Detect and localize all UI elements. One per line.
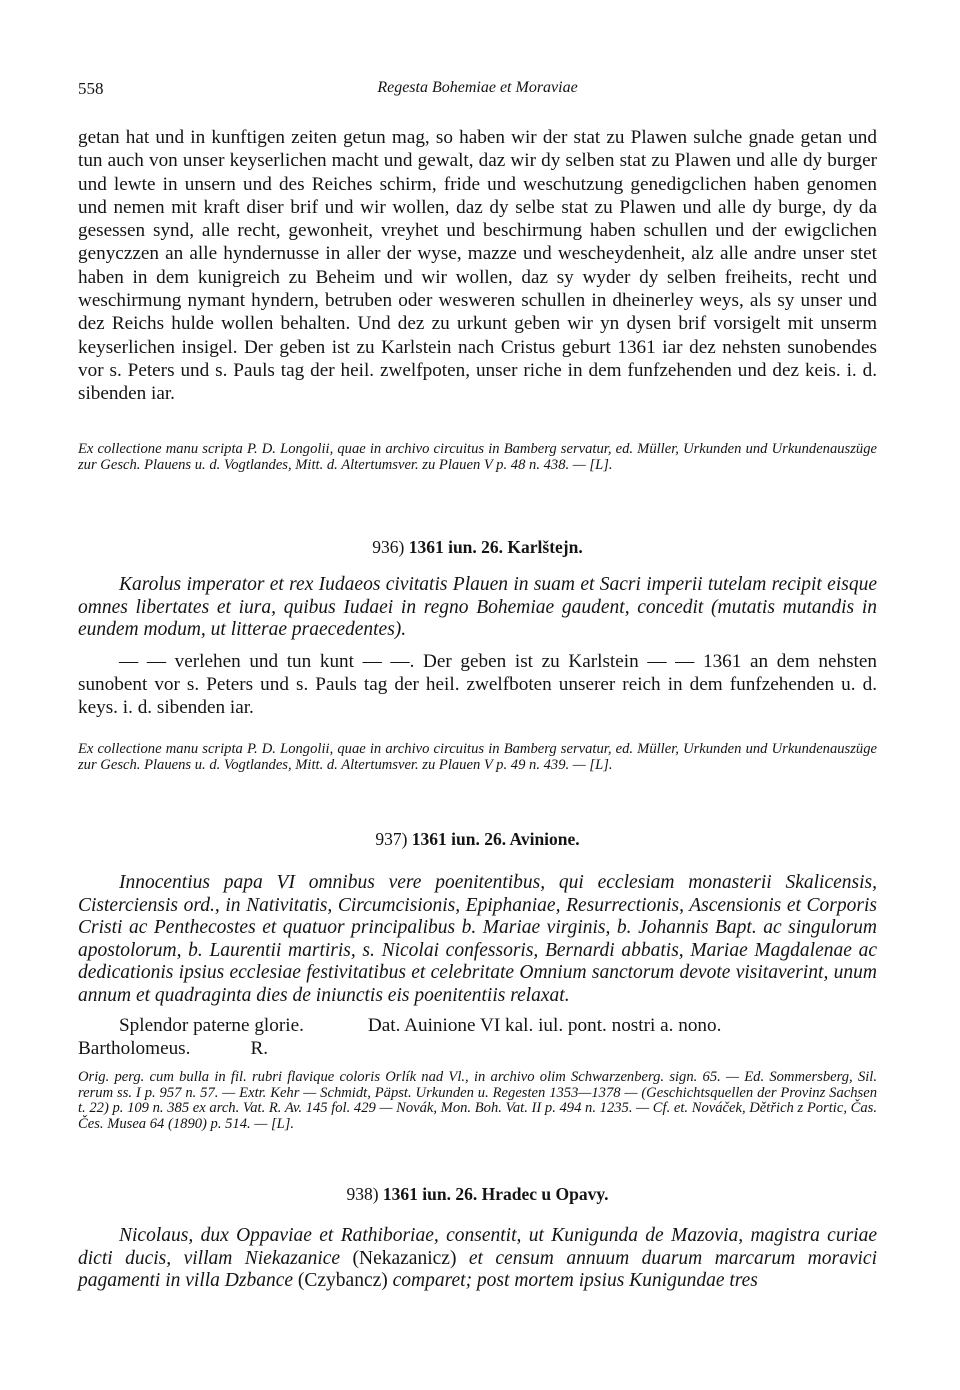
entry-937-incipit: Splendor paterne glorie. <box>119 1015 304 1036</box>
entry-937-number: 937) <box>375 829 408 849</box>
running-title: Regesta Bohemiae et Moraviae <box>377 79 578 96</box>
continuation-source-note: Ex collectione manu scripta P. D. Longolii, quae in archivo circuitus in Bamberg servatur, ed. Müller, Urkunden und Urkundenauszüge zur Gesch. Plauens u. d. Vogtlandes, Mitt. d. Altertumsver. zu Plauen V p. 48 n. 438. — [L]. <box>78 441 877 473</box>
entry-936-text: — — verlehen und tun kunt — —. Der geben ist zu Karlstein — — 1361 an dem nehsten sunobent vor s. Peters und s. Pauls tag der heil. zwelfboten unserer reich in dem funfzehenden u. d. keys. i. d. sibenden iar. <box>78 651 877 718</box>
entry-936-heading <box>78 537 877 558</box>
entry-936-regest: Karolus imperator et rex Iudaeos civitatis Plauen in suam et Sacri imperii tutelam recipit eisque omnes libertates et iura, quibus Iudaei in regno Bohemiae gaudent, concedit (mutatis mutandis in eundem modum, ut litterae praecedentes). <box>78 574 877 641</box>
entry-938-regest-part-4: (Czybancz) <box>297 1270 388 1292</box>
page-header <box>78 79 877 101</box>
entry-938-number: 938) <box>346 1184 379 1204</box>
entry-937-incipit-line <box>78 1014 877 1037</box>
entry-937-signature-line <box>78 1037 877 1060</box>
entry-938-regest-part-2: (Nekazanicz) <box>352 1247 457 1269</box>
entry-938-regest-part-5: comparet; post mortem ipsius Kunigundae tres <box>387 1270 758 1292</box>
entry-937-heading <box>78 829 877 850</box>
entry-936-charter-text <box>78 651 877 719</box>
entry-936-number: 936) <box>372 537 405 557</box>
entry-937-regest: Innocentius papa VI omnibus vere poenitentibus, qui ecclesiam monasterii Skalicensis, Cisterciensis ord., in Nativitatis, Circumcisionis, Epiphaniae, Resurrectionis, Ascensionis et Corporis Cristi ac Penthecostes et quatuor principalibus b. Mariae virginis, b. Johannis Bapt. ac singulorum apostolorum, b. Laurentii martiris, s. Nicolai confessoris, Bernardi abbatis, Mariae Magdalenae ac dedicationis ipsius ecclesiae festivitatibus et celebritate Omnium sanctorum devote visitaverint, unum annum et quadraginta dies de iniunctis eis poenitentiis relaxat. <box>78 872 877 1006</box>
entry-936-date: 1361 iun. 26. Karlštejn. <box>408 537 583 557</box>
entry-936-source-note: Ex collectione manu scripta P. D. Longolii, quae in archivo circuitus in Bamberg servatur, ed. Müller, Urkunden und Urkundenauszüge zur Gesch. Plauens u. d. Vogtlandes, Mitt. d. Altertumsver. zu Plauen V p. 49 n. 439. — [L]. <box>78 741 877 773</box>
entry-937-date: 1361 iun. 26. Avinione. <box>411 829 580 849</box>
entry-937-dating: Dat. Auinione VI kal. iul. pont. nostri a. nono. <box>367 1015 722 1036</box>
entry-938-heading <box>78 1184 877 1205</box>
entry-937-registration: R. <box>250 1038 269 1059</box>
entry-938-regest-part-1: Nicolaus, dux Oppaviae et Rathiboriae, consentit, ut Kunigunda de Mazovia, magistra curiae dicti ducis, villam Niekazanice <box>78 1225 877 1269</box>
entry-938-date: 1361 iun. 26. Hradec u Opavy. <box>382 1184 609 1204</box>
entry-937-source-note: Orig. perg. cum bulla in fil. rubri flavique coloris Orlík nad Vl., in archivo olim Schwarzenberg. sign. 65. — Ed. Sommersberg, Sil. rerum ss. I p. 957 n. 57. — Extr. Kehr — Schmidt, Päpst. Urkunden u. Regesten 1353—1378 — (Geschichtsquellen der Provinz Sachsen t. 22) p. 109 n. 385 ex arch. Vat. R. Av. 145 fol. 429 — Novák, Mon. Boh. Vat. II p. 494 n. 1235. — Cf. et. Nováček, Dětřich z Portic, Čas. Čes. Musea 64 (1890) p. 514. — [L]. <box>78 1069 877 1132</box>
entry-938-regest <box>78 1225 877 1293</box>
page-number: 558 <box>78 79 104 98</box>
continuation-text: getan hat und in kunftigen zeiten getun mag, so haben wir der stat zu Plawen sulche gnade getan und tun auch von unser keyserlichen macht und gewalt, daz wir dy selben stat zu Plawen und alle dy burger und lewte in unsern und des Reiches schirm, fride und weschutzung genedigclichen haben genomen und nemen mit kraft diser brif und wir wollen, daz dy selbe stat zu Plawen und alle dy burge, dy da gesessen synd, alle recht, gewonheit, vreyhet und beschirmung haben schullen und der ewigclichen genyczzen an alle hyndernusse in aller der wyse, mazze und wescheydenheit, alz alle andre unser stet haben in dem kunigreich zu Beheim und wir wollen, daz sy wyder dy selben freiheits, recht und weschirmung nymant hyndern, betruben oder wesweren schullen in dheinerley weys, als sy unser und dez Reichs hulde wollen behalten. Und dez zu urkunt geben wir yn dysen brif vorsigelt mit unserm keyserlichen insigel. Der geben ist zu Karlstein nach Cristus geburt 1361 iar dez nehsten sunobendes vor s. Peters und s. Pauls tag der heil. zwelfpoten, unser riche in dem funfzehenden und dez keis. i. d. sibenden iar. <box>78 127 877 405</box>
entry-937-signature: Bartholomeus. <box>78 1038 191 1059</box>
entry-938-regest-part-3: et censum annuum duarum marcarum moravici pagamenti in villa Dzbance <box>78 1247 877 1292</box>
